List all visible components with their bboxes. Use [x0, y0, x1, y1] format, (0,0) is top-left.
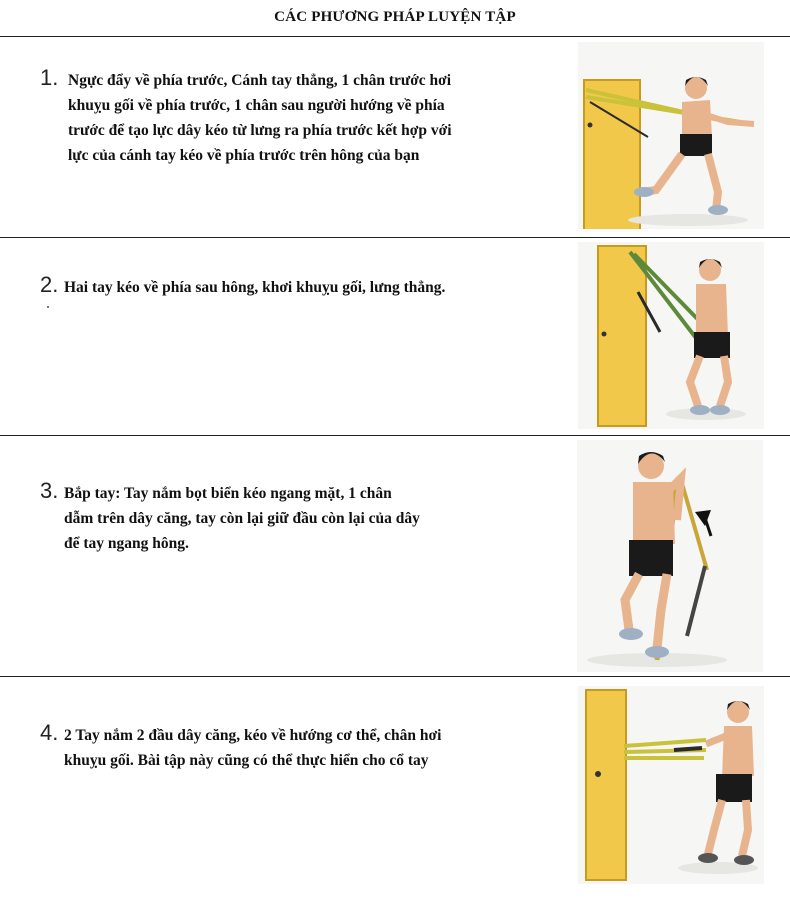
page-title: CÁC PHƯƠNG PHÁP LUYỆN TẬP	[274, 9, 516, 25]
step-1-line-1: Ngực đẩy về phía trước, Cánh tay thẳng, 1 chân trước hơi	[68, 72, 452, 89]
step-3-line-2: dẫm trên dây căng, tay còn lại giữ đầu còn lại của dây	[64, 510, 420, 527]
step-number-4: 4.	[40, 720, 59, 745]
step-1-line-4: lực của cánh tay kéo về phía trước trên hông của bạn	[68, 147, 420, 164]
step-text-2	[64, 275, 445, 300]
step-2-line-1: Hai tay kéo về phía sau hông, khơi khuỵu gối, lưng thẳng.	[64, 279, 446, 296]
step-text-4	[64, 723, 441, 773]
exercise-illustration-4	[578, 686, 764, 884]
exercise-illustration-3	[577, 440, 763, 672]
exercise-illustration-1	[578, 42, 764, 229]
divider	[0, 676, 790, 677]
exercise-illustration-2	[578, 242, 764, 429]
step-4-line-2: khuỵu gối. Bài tập này cũng có thể thực hiển cho cổ tay	[64, 752, 429, 769]
step-1-line-2: khuỵu gối về phía trước, 1 chân sau người hướng về phía	[68, 97, 445, 114]
step-text-1	[68, 68, 452, 168]
step-number-3: 3.	[40, 478, 59, 503]
stray-dot	[47, 306, 49, 308]
step-text-3	[64, 481, 420, 556]
divider	[0, 237, 790, 238]
step-3-line-3: để tay ngang hông.	[64, 535, 189, 552]
step-1-line-3: trước để tạo lực dây kéo từ lưng ra phía trước kết hợp với	[68, 122, 452, 139]
divider	[0, 435, 790, 436]
step-4-line-1: 2 Tay nắm 2 đầu dây căng, kéo về hướng cơ thể, chân hơi	[64, 727, 442, 744]
step-number-2: 2.	[40, 272, 59, 297]
divider	[0, 36, 790, 37]
step-number-1: 1.	[40, 65, 59, 90]
step-3-line-1: Bắp tay: Tay nắm bọt biển kéo ngang mặt, 1 chân	[64, 485, 392, 502]
